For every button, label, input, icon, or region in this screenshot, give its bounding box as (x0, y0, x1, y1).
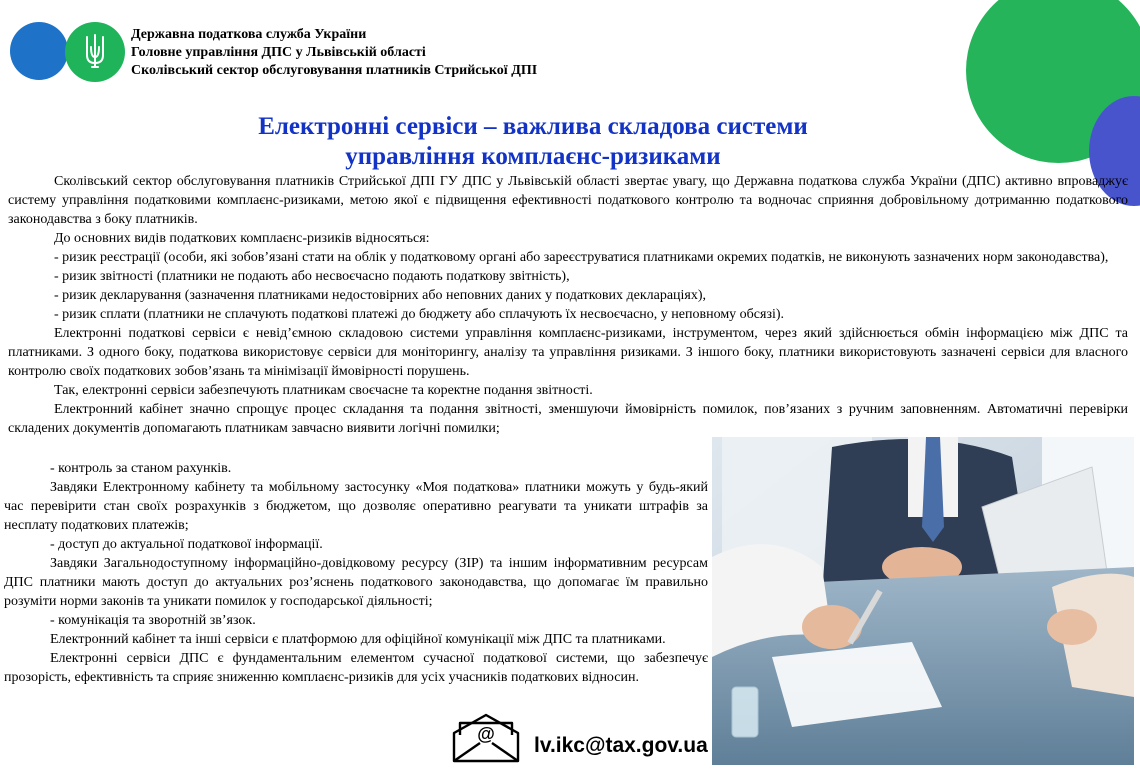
paragraph: Завдяки Електронному кабінету та мобільному застосунку «Моя податкова» платники можуть у будь-який час перевірити стан своїх розрахунків з бюджетом, що дозволяє оперативно реагувати та уникати штрафів за несплату податкових платежів; (4, 480, 708, 533)
title-line-2: управління комплаєнс-ризиками (345, 143, 721, 170)
article-body-left (4, 459, 708, 687)
list-item: - ризик звітності (платники не подають або несвоєчасно подають податкову звітність), (54, 269, 570, 284)
header-line-3: Сколівський сектор обслуговування платників Стрийської ДПІ (131, 63, 538, 78)
list-item: - ризик декларування (зазначення платниками недостовірних або неповних даних у податкових деклараціях), (54, 288, 707, 303)
paragraph: Електронні податкові сервіси є невід’ємною складовою системи управління комплаєнс-ризиками, інструментом, через який здійснюється обмін інформацією між ДПС та платниками. З одного боку, податкова використовує сервіси для моніторингу, аналізу та управління ризиками. З іншого боку, платники використовують зазначені сервіси для власного контролю своїх податкових зобов’язань та мінімізації ймовірності порушень. (8, 326, 1128, 379)
contact-email[interactable]: lv.ikc@tax.gov.ua (534, 734, 708, 757)
email-at-icon (450, 713, 522, 763)
trident-icon (84, 33, 106, 69)
paragraph: Електронний кабінет значно спрощує процес складання та подання звітності, зменшуючи ймовірність помилок, пов’язаних з ручним заповненням. Автоматичні перевірки складених документів допомагають платникам завчасно виявити логічні помилки; (8, 402, 1128, 436)
paragraph: Електронні сервіси ДПС є фундаментальним елементом сучасної податкової системи, що забезпечує прозорість, ефективність та сприяє зниженню комплаєнс-ризиків для усіх учасників податкових відносин. (4, 651, 708, 685)
business-meeting-photo (712, 437, 1134, 765)
list-item: - ризик сплати (платники не сплачують податкові платежі до бюджету або сплачують їх несвоєчасно, у неповному обсязі). (54, 307, 785, 322)
list-item: - доступ до актуальної податкової інформації. (50, 537, 323, 552)
paragraph: Так, електронні сервіси забезпечують платникам своєчасне та коректне подання звітності. (54, 383, 593, 398)
paragraph: Сколівський сектор обслуговування платників Стрийської ДПІ ГУ ДПС у Львівській області звертає увагу, що Державна податкова служба України (ДПС) активно впроваджує систему управління податковими комплаєнс-ризиками, метою якої є підвищення ефективності податкового контролю та водночас сприяння добровільному дотриманню податкового законодавства з боку платників. (8, 174, 1128, 227)
header-line-1: Державна податкова служба України (131, 27, 367, 42)
page-title (180, 112, 886, 172)
paragraph: Завдяки Загальнодоступному інформаційно-довідковому ресурсу (ЗІР) та іншим інформативним ресурсам ДПС платники мають доступ до актуальних роз’яснень податкового законодавства, що допомагає їм правильно розуміти норми законів та уникати помилок у господарської діяльності; (4, 556, 708, 609)
dps-logo (10, 22, 130, 82)
svg-text:@: @ (477, 724, 495, 744)
list-item: - контроль за станом рахунків. (50, 461, 232, 476)
paragraph: Електронний кабінет та інші сервіси є платформою для офіційної комунікації між ДПС та платниками. (50, 632, 666, 647)
list-item: - комунікація та зворотній зв’язок. (50, 613, 256, 628)
list-item: - ризик реєстрації (особи, які зобов’язані стати на облік у податковому органі або зареєструватися платниками окремих податків, не виконують зазначених норм законодавства), (54, 250, 1109, 265)
logo-blue-circle (10, 22, 68, 80)
title-line-1: Електронні сервіси – важлива складова системи (258, 113, 808, 140)
organization-header (131, 26, 537, 80)
header-line-2: Головне управління ДПС у Львівській області (131, 45, 426, 60)
meeting-illustration (712, 437, 1134, 765)
paragraph: До основних видів податкових комплаєнс-ризиків відносяться: (54, 231, 430, 246)
article-body-top (8, 172, 1128, 438)
